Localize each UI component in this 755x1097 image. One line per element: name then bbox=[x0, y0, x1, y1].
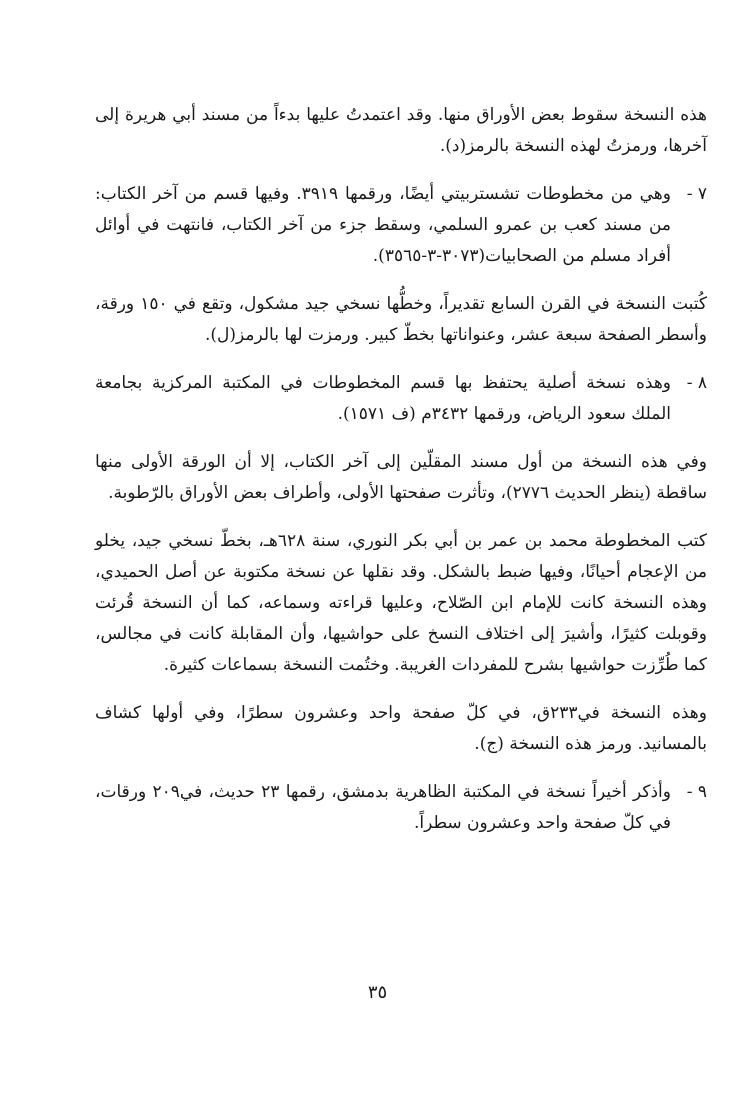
paragraph-manuscript-d: هذه النسخة سقوط بعض الأوراق منها. وقد اعتمدتُ عليها بدءاً من مسند أبي هريرة إلى آخرها، ورمزتُ لهذه النسخة بالرمز(د). bbox=[95, 105, 707, 156]
paragraph-manuscript-l: كُتبت النسخة في القرن السابع تقديراً، وخطُّها نسخي جيد مشكول، وتقع في ١٥٠ ورقة، وأسطر الصفحة سبعة عشر، وعنواناتها بخطّ كبير. ورمزت لها بالرمز(ل). bbox=[95, 294, 707, 345]
item-text: وأذكر أخيراً نسخة في المكتبة الظاهرية بدمشق، رقمها ٢٣ حديث، في٢٠٩ ورقات، في كلّ صفحة واحد وعشرون سطراً. bbox=[95, 782, 671, 833]
page-number: ٣٥ bbox=[367, 982, 388, 1003]
paragraph-manuscript-j: وهذه النسخة في٢٣٣ق، في كلّ صفحة واحد وعشرون سطرًا، وفي أولها كشاف بالمسانيد. ورمز هذه النسخة (ج). bbox=[95, 703, 707, 754]
page-body bbox=[95, 100, 707, 856]
item-number: ٨ - bbox=[686, 373, 707, 393]
list-item-9 bbox=[95, 777, 707, 839]
item-number: ٩ - bbox=[686, 782, 707, 802]
item-text: وهذه نسخة أصلية يحتفظ بها قسم المخطوطات في المكتبة المركزية بجامعة الملك سعود الرياض، ورقمها ٣٤٣٢م (ف ١٥٧١). bbox=[95, 373, 671, 424]
item-text: وهي من مخطوطات تشستربيتي أيضًا، ورقمها ٣٩١٩. وفيها قسم من آخر الكتاب: من مسند كعب بن عمرو السلمي، وسقط جزء من آخر الكتاب، فانتهت في أوائل أفراد مسلم من الصحابيات(٣٠٧٣-٣-٣٥٦٥). bbox=[95, 184, 671, 266]
paragraph-manuscript-scribe: كتب المخطوطة محمد بن عمر بن أبي بكر النوري، سنة ٦٢٨هـ، بخطّ نسخي جيد، يخلو من الإعجام أحيانًا، وفيها ضبط بالشكل. وقد نقلها عن نسخة مكتوبة عن أصل الحميدي، وهذه النسخة كانت للإمام ابن الصّلاح، وعليها قراءته وسماعه، كما أن النسخة قُرئت وقوبلت كثيرًا، وأشيرَ إلى اختلاف النسخ على حواشيها، وأن المقابلة كانت في مجالس، كما طُرِّزت حواشيها بشرح للمفردات الغريبة. وختُمت النسخة بسماعات كثيرة. bbox=[95, 531, 707, 675]
list-item-8 bbox=[95, 368, 707, 430]
list-item-7 bbox=[95, 179, 707, 272]
item-number: ٧ - bbox=[686, 184, 707, 204]
paragraph-manuscript-content: وفي هذه النسخة من أول مسند المقلّين إلى آخر الكتاب، إلا أن الورقة الأولى منها ساقطة (ينظر الحديث ٢٧٧٦)، وتأثرت صفحتها الأولى، وأطراف بعض الأوراق بالرّطوبة. bbox=[95, 452, 707, 503]
